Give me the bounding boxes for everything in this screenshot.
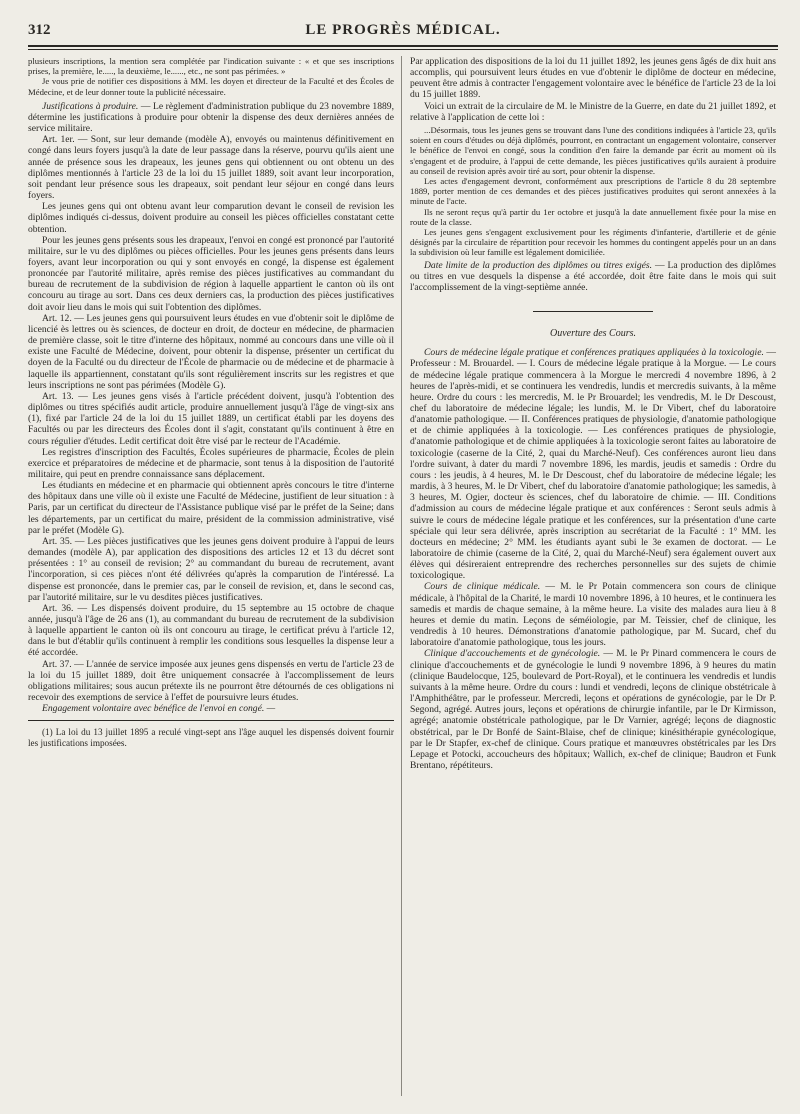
left-column	[28, 56, 394, 749]
registres-paragraph: Les registres d'inscription des Facultés, Écoles supérieures de pharmacie, Écoles de plein exercice et préparatoires de médecine et de pharmacie, sont tenus à la disposition de l'autorité militaire, qui peut en prendre connaissance sans déplacement.	[28, 446, 394, 480]
circulaire-quote	[410, 125, 776, 258]
application-paragraph: Par application des dispositions de la loi du 11 juillet 1892, les jeunes gens âgés de dix huit ans accomplis, qui poursuivent leurs études en vue d'obtenir le diplôme de docteur en médecine, peuvent être admis à contracter l'engagement volontaire avec le bénéfice de l'article 23 de la loi du 15 juillet 1889.	[410, 56, 776, 101]
presents-paragraph: Pour les jeunes gens présents sous les drapeaux, l'envoi en congé est prononcé par l'autorité militaire, sur le vu des diplômes ou pièces officielles. Pour les jeunes gens présents dans leurs foyers, avant leur incorporation ou qui y sont envoyés en congé, la dispense est également prononcée par l'autorité militaire, après remise des pièces justificatives au commandant du bureau de recrutement de la subdivision de région à laquelle appartient le canton où ils ont concouru au tirage au sort. Dans ces deux derniers cas, la production des pièces justificatives doit avoir lieu dans le mois qui suit l'obtention des diplômes.	[28, 234, 394, 313]
comparution-paragraph: Les jeunes gens qui ont obtenu avant leur comparution devant le conseil de revision les diplômes indiqués ci-dessus, doivent produire au conseil les pièces officielles constatant cette obtention.	[28, 201, 394, 235]
footnote-rule	[28, 720, 394, 721]
journal-title: LE PROGRÈS MÉDICAL.	[305, 22, 501, 38]
article-35-paragraph: Art. 35. — Les pièces justificatives que les jeunes gens doivent produire à l'appui de leurs demandes (modèle A), par application des dispositions des articles 12 et 13 du décret sont présentées : 1° au conseil de revision; 2° au commandant du bureau de recrutement, avant l'incorporation, si ces pièces n'ont été délivrées qu'après la comparution de l'intéressé. La dispense est prononcée, dans le premier cas, par le conseil de revision, et, dans le second cas, par l'autorité militaire, sur le vu desdites pièces justificatives.	[28, 535, 394, 603]
justifications-paragraph	[28, 101, 394, 134]
justifications-body: — Le règlement d'administration publique du 23 novembre 1889, détermine les justifications à produire pour obtenir la dispense des deux dernières années de service militaire.	[28, 100, 394, 135]
justifications-title: Justifications à produire.	[42, 100, 139, 112]
footnote: (1) La loi du 13 juillet 1895 a reculé vingt-sept ans l'âge auquel les dispensés doivent fournir les justifications imposées.	[28, 727, 394, 749]
article-12-paragraph: Art. 12. — Les jeunes gens qui poursuivent leurs études en vue d'obtenir soit le diplôme de licencié ès lettres ou ès sciences, de docteur en droit, de docteur en médecine, de pharmacien de première classe, soit le titre d'interne des hôpitaux, nommé au concours dans une ville où il existe une Faculté de Médecine, doivent, pour obtenir la dispense, présenter un certificat du doyen de la Faculté ou du directeur de l'École de pharmacie ou de médecine et de pharmacie à laquelle ils appartiennent, constatant qu'ils sont régulièrement inscrits sur les registres et que leurs inscriptions ne sont pas périmées (Modèle G).	[28, 312, 394, 391]
column-divider	[401, 56, 402, 1096]
accouchements-body: — M. le Pr Pinard commencera le cours de clinique d'accouchements et de gynécologie le lundi 9 novembre 1896, à 9 heures du matin (clinique Baudelocque, 125, boulevard de Port-Royal), et le continuera les vendredis et lundis suivants à la même heure. Ordre du cours : lundi et vendredi, leçons de clinique obstétricale à l'Amphithéâtre, par le professeur. Mercredi, leçons et opérations de gynécologie, par le Dr P. Segond, agrégé. Autres jours, leçons et opérations de chirurgie infantile, par le Dr Kirmisson, agrégé; anatomie obstétricale pathologique, par le Dr Varnier, agrégé; leçons de diagnostic obstétrical, par le Dr Bonfé de Saint-Blaise, chef de clinique; kinésithérapie gynécologique, par le Dr Stapfer, ex-chef de clinique. Cours pratique et manœuvres obstétricales par les Drs Lepage et Potocki, accoucheurs des hôpitaux; Wallich, ex-chef de clinique; Baudron et Funk Brentano, répétiteurs.	[410, 648, 776, 771]
article-37-paragraph: Art. 37. — L'année de service imposée aux jeunes gens dispensés en vertu de l'article 23 de la loi du 15 juillet 1889, doit être uniquement consacrée à l'accomplissement de leurs obligations militaires; sous aucun prétexte ils ne pourront être détournés de ces obligations ni recevoir des exemptions de service à l'effet de poursuivre leurs études.	[28, 658, 394, 704]
article-1-paragraph: Art. 1er. — Sont, sur leur demande (modèle A), envoyés ou maintenus définitivement en congé dans leurs foyers jusqu'à la date de leur passage dans la réserve, pourvu qu'ils aient une année de présence sous les drapeaux, les jeunes gens qui obtiennent ou ont obtenu un des diplômes mentionnés à l'article 23 de la loi du 15 juillet 1889, soit avant leur incorporation, soit pendant leur présence sous les drapeaux, soit pendant leur séjour en congé dans leurs foyers.	[28, 134, 394, 202]
accouchements-title: Clinique d'accouchements et de gynécologie.	[424, 648, 601, 660]
header-rule	[28, 45, 778, 50]
page-header	[28, 20, 778, 46]
accouchements-paragraph	[410, 648, 776, 771]
quote-paragraph: Les jeunes gens s'engagent exclusivement pour les régiments d'infanterie, d'artillerie et de génie désignés par la circulaire de répartition pour recevoir les hommes du contingent appelés pour un an dans la subdivision où leur famille est légalement domiciliée.	[410, 226, 776, 258]
quote-paragraph: Les actes d'engagement devront, conformément aux prescriptions de l'article 8 du 28 septembre 1889, porter mention de ces demandes et des pièces justificatives produites qui seront annexées à la minute de l'acte.	[410, 175, 776, 207]
article-13-paragraph: Art. 13. — Les jeunes gens visés à l'article précédent doivent, jusqu'à l'obtention des diplômes ou titres spécifiés audit article, produire annuellement jusqu'à l'âge de vingt-six ans (1), fixé par l'article 24 de la loi du 15 juillet 1889, un certificat établi par les doyens des Facultés ou par les directeurs des Écoles dont il s'agit, constatant qu'ils continuent à être en cours régulier d'études. Ledit certificat doit être visé par le recteur de l'Académie.	[28, 390, 394, 447]
date-limite-title: Date limite de la production des diplômes ou titres exigés.	[424, 259, 653, 271]
etudiants-paragraph: Les étudiants en médecine et en pharmacie qui obtiennent après concours le titre d'interne des hôpitaux dans une ville où il existe une Faculté de Médecine, justifient de leur situation : à Paris, par un certificat du directeur de l'Assistance publique visé par le préfet de la Seine; dans les départements, par un certificat du maire, président de la commission administrative, visé par le préfet (Modèle G).	[28, 480, 394, 536]
medecine-legale-paragraph	[410, 347, 776, 581]
date-limite-body: — La production des diplômes ou titres en vue desquels la dispense a été accordée, doit être faite dans le mois qui suit l'accomplissement de la vingt-septième année.	[410, 259, 776, 293]
clinique-medicale-title: Cours de clinique médicale.	[424, 581, 541, 593]
section-heading: Ouverture des Cours.	[549, 328, 636, 340]
clinique-medicale-body: — M. le Pr Potain commencera son cours de clinique médicale, à l'hôpital de la Charité, le mardi 10 novembre 1896, à 10 heures, et le continuera les samedis et mardis de chaque semaine, à la même heure. La visite des malades aura lieu à 8 heures et demie du matin. Leçons de séméiologie, par M. Teissier, chef de clinique, les vendredis à 10 heures. Démonstrations d'anatomie pathologique, par M. Sucard, chef du laboratoire d'anatomie pathologique, tous les jours.	[410, 581, 776, 649]
inscription-paragraph: plusieurs inscriptions, la mention sera complétée par l'indication suivante : « et que ses inscriptions prises, la première, le....., la deuxième, le......, etc., ne sont pas périmées. »	[28, 56, 394, 77]
right-column	[410, 56, 776, 771]
extrait-paragraph: Voici un extrait de la circulaire de M. le Ministre de la Guerre, en date du 21 juillet 1892, et relative à l'application de cette loi :	[410, 100, 776, 123]
quote-paragraph: Ils ne seront reçus qu'à partir du 1er octobre et jusqu'à la date annuellement fixée pour la mise en route de la classe.	[410, 206, 776, 227]
engagement-heading: Engagement volontaire avec bénéfice de l'envoi en congé. —	[42, 703, 276, 715]
section-rule	[533, 311, 653, 312]
article-36-paragraph: Art. 36. — Les dispensés doivent produire, du 15 septembre au 15 octobre de chaque année, jusqu'à l'âge de 26 ans (1), au commandant du bureau de recrutement de la subdivision à laquelle appartient le canton où ils ont concouru au tirage, le certificat prévu à l'article 12, dans le but d'établir qu'ils continuent à remplir les conditions sous lesquelles la dispense leur a été accordée.	[28, 602, 394, 659]
medecine-legale-title: Cours de médecine légale pratique et conférences pratiques appliquées à la toxicologie.	[424, 347, 764, 359]
date-limite-paragraph	[410, 260, 776, 293]
notification-paragraph: Je vous prie de notifier ces dispositions à MM. les doyen et directeur de la Faculté et des Écoles de Médecine, et de leur donner toute la publicité nécessaire.	[28, 76, 394, 97]
page-number: 312	[28, 22, 51, 38]
medecine-legale-body: — Professeur : M. Brouardel. — I. Cours de médecine légale pratique à la Morgue. — Le cours de médecine légale pratique commencera à la Morgue le mercredi 4 novembre 1896, à 2 heures de l'après-midi, et se continuera les vendredis, lundis et mercredis suivants, à la même heure. Ordre du cours : les mercredis, M. le Pr Brouardel; les vendredis, M. le Dr Descoust, chef du laboratoire de médecine légale; les lundis, M. le Dr Vibert, chef du laboratoire d'anatomie pathologique. — II. Conférences pratiques de physiologie, d'anatomie pathologique et de chimie appliquées à la toxicologie. — Les conférences pratiques de physiologie, d'anatomie pathologique et de chimie appliquées à la toxicologie seront faites au laboratoire de toxicologie (caserne de la Cité, 2, quai du Marché-Neuf). Ces conférences auront lieu dans l'ordre suivant, à dater du mardi 7 novembre 1896, les mardis, jeudis et samedis : Ordre du cours : les jeudis, à 4 heures, M. le Dr Descoust, chef du laboratoire de médecine légale; les mardis, à 3 heures, M. le Dr Vibert, chef du laboratoire d'anatomie pathologique; les samedis, à 3 heures, M. Ogier, docteur ès sciences, chef du laboratoire de chimie. — III. Conditions d'admission au cours de médecine légale pratique et aux conférences : Seront seuls admis à suivre le cours de médecine légale pratique et les conférences, sur la présentation d'une carte spéciale qui leur sera délivrée, après inscription au secrétariat de la Faculté : 1° MM. les docteurs en médecine; 2° MM. les étudiants ayant subi le 3e examen de doctorat. — Le laboratoire de chimie (caserne de la Cité, 2, quai du Marché-Neuf) sera également ouvert aux élèves qui désireraient entreprendre des recherches personnelles sur des sujets de chimie toxicologique.	[410, 347, 776, 582]
clinique-medicale-paragraph	[410, 581, 776, 648]
quote-paragraph: ...Désormais, tous les jeunes gens se trouvant dans l'une des conditions indiquées à l'article 23, qu'ils soient en cours d'études ou déjà diplômés, pourront, en contractant un engagement volontaire, conserver le bénéfice de l'envoi en congé, sous la condition d'en faire la demande par écrit au moment où ils s'engagent et de produire, à l'appui de cette demande, les pièces justificatives qu'ils auraient à produire au conseil de revision après avoir tiré au sort, pour obtenir la dispense.	[410, 124, 776, 176]
